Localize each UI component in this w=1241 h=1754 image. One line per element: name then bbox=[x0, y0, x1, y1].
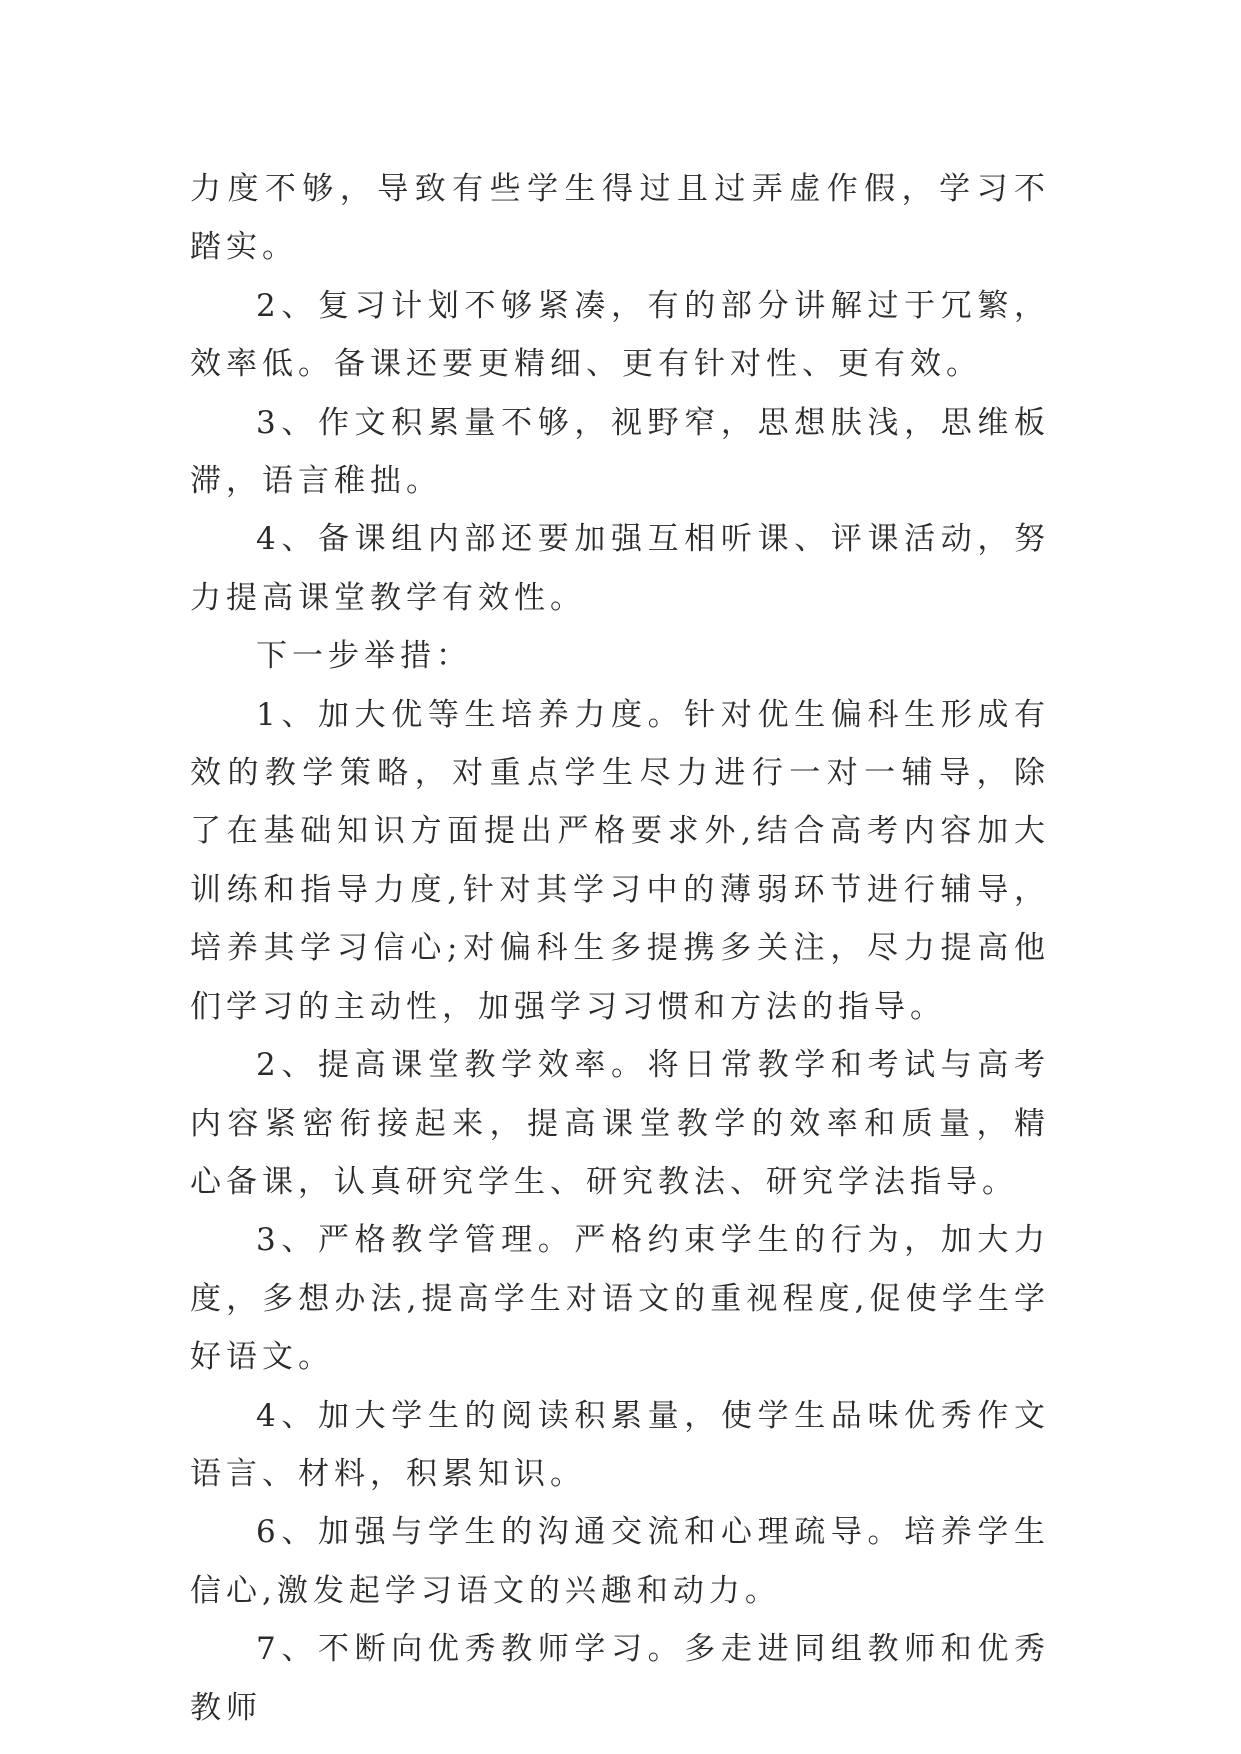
paragraph-7: 2、提高课堂教学效率。将日常教学和考试与高考内容紧密衔接起来，提高课堂教学的效率和质量，精心备课，认真研究学生、研究教法、研究学法指导。 bbox=[190, 1047, 1050, 1200]
paragraph-3: 3、作文积累量不够，视野窄，思想肤浅，思维板滞，语言稚拙。 bbox=[190, 404, 1050, 500]
paragraph-2: 2、复习计划不够紧凑，有的部分讲解过于冗繁，效率低。备课还要更精细、更有针对性、更有效。 bbox=[190, 287, 1050, 383]
paragraph-4: 4、备课组内部还要加强互相听课、评课活动，努力提高课堂教学有效性。 bbox=[190, 521, 1050, 616]
paragraph-9: 4、加大学生的阅读积累量，使学生品味优秀作文语言、材料，积累知识。 bbox=[190, 1397, 1050, 1492]
paragraph-11: 7、不断向优秀教师学习。多走进同组教师和优秀教师 bbox=[190, 1631, 1050, 1726]
paragraph-6: 1、加大优等生培养力度。针对优生偏科生形成有效的教学策略，对重点学生尽力进行一对一辅导，除了在基础知识方面提出严格要求外,结合高考内容加大训练和指导力度,针对其学习中的薄弱环节进行辅导，培养其学习信心;对偏科生多提携多关注，尽力提高他们学习的主动性，加强学习习惯和方法的指导。 bbox=[190, 696, 1050, 1025]
section-heading-next-steps: 下一步举措： bbox=[256, 638, 472, 675]
paragraph-10: 6、加强与学生的沟通交流和心理疏导。培养学生信心,激发起学习语文的兴趣和动力。 bbox=[190, 1514, 1050, 1609]
paragraph-1: 力度不够，导致有些学生得过且过弄虚作假，学习不踏实。 bbox=[190, 171, 1050, 266]
paragraph-8: 3、严格教学管理。严格约束学生的行为，加大力度，多想办法,提高学生对语文的重视程度,促使学生学好语文。 bbox=[190, 1222, 1050, 1376]
body-text bbox=[190, 160, 1050, 1737]
